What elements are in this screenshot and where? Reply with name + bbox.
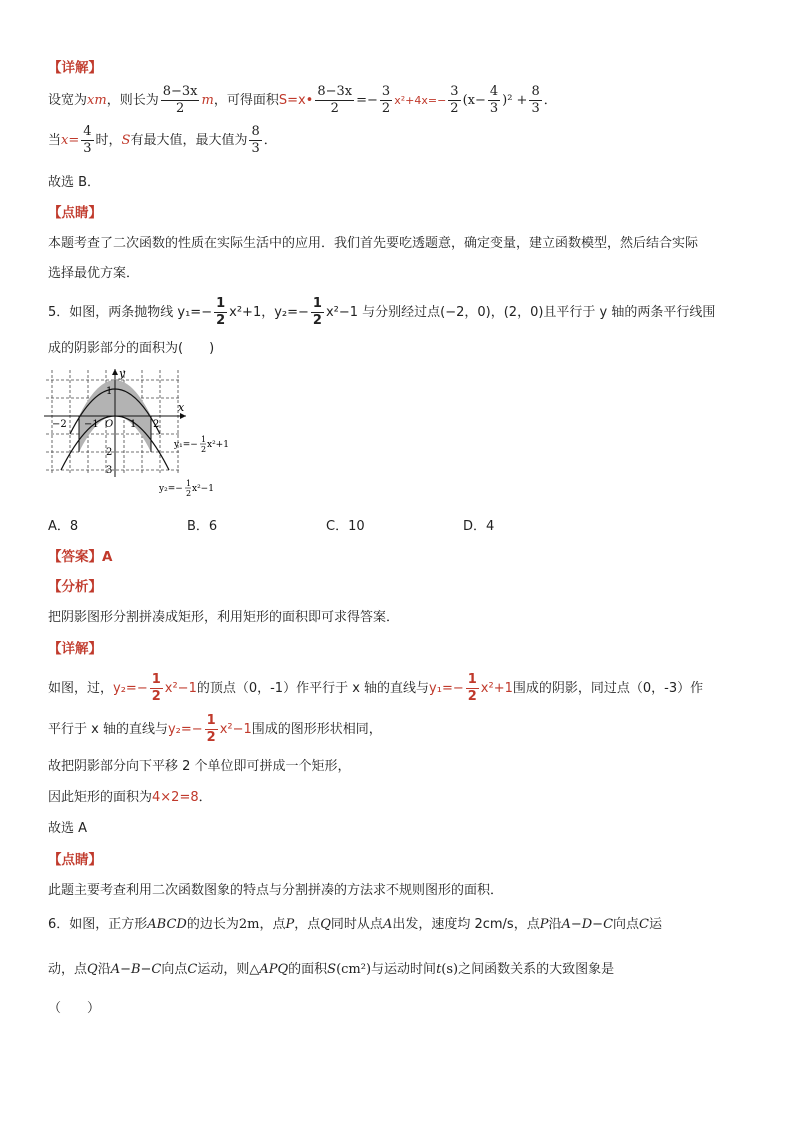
fraction: [529, 84, 541, 117]
q5-detail-line-3: 故把阴影部分向下平移 2 个单位即可拼成一个矩形，: [48, 759, 351, 774]
denominator: 3: [83, 141, 92, 156]
q5-stem-line-2: 成的阴影部分的面积为( ): [48, 341, 215, 356]
q5-analysis-heading: 【分析】: [48, 579, 102, 595]
origin-label: O: [105, 419, 114, 430]
text: x²+1，y₂=−: [229, 305, 309, 320]
text: 6．如图，正方形: [48, 917, 148, 932]
label-y2-num: 1: [186, 479, 192, 488]
var-C: C: [639, 917, 649, 932]
text: 当: [48, 133, 62, 148]
text: ．: [263, 133, 277, 148]
numerator: 8: [251, 124, 260, 139]
func-y1: y₁=−: [429, 681, 464, 696]
fraction: [161, 84, 200, 117]
text: ．: [198, 790, 212, 805]
fraction: [380, 84, 392, 117]
text: 运动，则△: [197, 962, 260, 977]
path-ADC: A−D−C: [561, 917, 614, 932]
q6-stem-line-1: [48, 913, 662, 932]
numerator: 4: [489, 84, 499, 99]
label-y1-den: 2: [201, 445, 207, 454]
fraction: [214, 296, 227, 329]
denominator: 2: [450, 101, 459, 116]
denominator: 2: [330, 101, 339, 116]
denominator: 3: [531, 101, 540, 116]
text: 出发，速度均 2cm/s，点: [392, 917, 540, 932]
q5-detail-line-2: [48, 713, 382, 746]
q6-stem-line-2: [48, 958, 614, 977]
text: 动，点: [48, 962, 88, 977]
area-expression: S=x•: [278, 93, 314, 108]
text: =−: [356, 93, 378, 108]
func-y1-tail: x²+1: [480, 681, 513, 696]
var-x: x=: [61, 133, 80, 148]
text: 有最大值，最大值为: [130, 133, 248, 148]
q5-detail-line-5: 故选 A: [48, 821, 88, 836]
q5-comment-heading: 【点睛】: [48, 852, 102, 868]
q4-detail-heading: 【详解】: [48, 60, 102, 76]
text: 与运动时间: [371, 962, 437, 977]
q4-solution-line-1: [48, 84, 557, 117]
label-y1: [173, 435, 229, 454]
axis-label-y: y: [119, 367, 126, 380]
text: )² +: [502, 93, 528, 108]
path-ABC: A−B−C: [110, 962, 162, 977]
numerator: 1: [151, 672, 161, 687]
fraction: [315, 84, 354, 117]
var-C: C: [187, 962, 198, 977]
fraction: [81, 124, 93, 157]
denominator: 3: [251, 141, 260, 156]
text: ．: [543, 93, 557, 108]
func-y2-tail: x²−1: [219, 722, 252, 737]
unit-cm2: (cm²): [336, 962, 372, 977]
numerator: 1: [312, 296, 322, 311]
numerator: 3: [450, 84, 459, 99]
tick-y-3: 3: [106, 465, 113, 476]
q5-parabola-figure: [40, 365, 230, 500]
var-t: t: [436, 962, 442, 977]
var-APQ: APQ: [259, 962, 289, 977]
label-y1-prefix: y₁=−: [174, 440, 198, 450]
fraction: [205, 713, 218, 746]
var-P: P: [285, 917, 295, 932]
text: 围成的图形形状相同，: [251, 722, 382, 737]
y-axis-arrow: [112, 369, 118, 375]
q4-comment-heading: 【点睛】: [48, 205, 102, 221]
denominator: 2: [216, 313, 226, 328]
text: ，则长为: [106, 93, 159, 108]
numerator: 8: [531, 84, 540, 99]
numerator: 1: [467, 672, 477, 687]
numerator: 8−3x: [162, 84, 198, 99]
text: 设宽为: [48, 93, 88, 108]
numerator: 1: [216, 296, 226, 311]
label-y2-suffix: x²−1: [192, 484, 214, 494]
tick-x-minus2: −2: [52, 419, 67, 430]
denominator: 3: [489, 101, 499, 116]
func-y2: y₂=−: [167, 722, 203, 737]
text: 沿: [97, 962, 111, 977]
text: x²−1 与分别经过点(−2，0)，(2，0)且平行于 y 轴的两条平行线围: [325, 305, 716, 320]
func-y2: y₂=−: [113, 681, 148, 696]
fraction: [488, 84, 500, 117]
tick-y-1: 1: [106, 386, 113, 397]
var-A: A: [382, 917, 393, 932]
q4-solution-line-2: [48, 124, 277, 157]
q5-detail-heading: 【详解】: [48, 641, 102, 657]
fraction: [249, 124, 261, 157]
denominator: 2: [151, 689, 161, 704]
tick-x-1: 1: [130, 419, 137, 430]
q6-stem-line-3: （ ）: [48, 1001, 101, 1016]
q5-analysis: 把阴影图形分割拼凑成矩形，利用矩形的面积即可求得答案．: [48, 610, 400, 625]
fraction: [150, 672, 163, 705]
text: ，点: [294, 917, 321, 932]
text: 之间函数关系的大致图象是: [458, 962, 615, 977]
q5-stem-line-1: [48, 296, 715, 329]
q4-comment-line-1: 本题考查了二次函数的性质在实际生活中的应用．我们首先要吃透题意，确定变量，建立函数模型，然后结合实际: [48, 236, 699, 251]
text: 平行于 x 轴的直线与: [48, 722, 168, 737]
q5-detail-line-1: [48, 672, 703, 705]
text: 的面积: [288, 962, 328, 977]
tick-y-2: 2: [106, 447, 113, 458]
text: 运: [648, 917, 662, 932]
value-2m: 2m: [238, 917, 260, 932]
text: 向点: [613, 917, 640, 932]
text: 向点: [161, 962, 188, 977]
text: 5．如图，两条抛物线 y₁=−: [48, 305, 213, 320]
q5-comment: 此题主要考查利用二次函数图象的特点与分割拼凑的方法求不规则图形的面积．: [48, 883, 504, 898]
text: 围成的阴影，同过点（0，-3）作: [512, 681, 704, 696]
label-y1-num: 1: [201, 435, 207, 444]
var-Q: Q: [320, 917, 331, 932]
denominator: 2: [381, 101, 391, 116]
denominator: 2: [467, 689, 477, 704]
text: (x−: [462, 93, 486, 108]
numerator: 3: [381, 84, 391, 99]
tick-x-minus1: −1: [84, 419, 99, 430]
var-P: P: [539, 917, 549, 932]
q5-option-a: A．8: [48, 519, 79, 534]
func-y2-tail: x²−1: [164, 681, 197, 696]
q4-answer: 故选 B．: [48, 175, 101, 190]
text: x²+4x=−: [394, 94, 447, 107]
numerator: 4: [83, 124, 92, 139]
denominator: 2: [175, 101, 185, 116]
q5-answer-heading: 【答案】A: [48, 549, 113, 565]
fraction: [466, 672, 479, 705]
label-y2-prefix: y₂=−: [159, 484, 183, 494]
label-y2: [158, 479, 214, 498]
q5-detail-line-4: [48, 786, 212, 805]
text: ，可得面积: [213, 93, 279, 108]
var-S: S: [327, 962, 337, 977]
tick-x-2: 2: [153, 419, 160, 430]
label-y1-suffix: x²+1: [207, 440, 229, 450]
label-y2-den: 2: [186, 489, 192, 498]
unit-m: m: [201, 93, 214, 108]
text: 如图，过，: [48, 681, 114, 696]
numerator: 8−3x: [317, 84, 353, 99]
fraction: [311, 296, 324, 329]
text: 的边长为: [186, 917, 239, 932]
denominator: 2: [312, 313, 322, 328]
var-ABCD: ABCD: [147, 917, 187, 932]
text: 沿: [548, 917, 562, 932]
text: 因此矩形的面积为: [48, 790, 153, 805]
q4-comment-line-2: 选择最优方案．: [48, 266, 140, 281]
numerator: 1: [206, 713, 216, 728]
unit-s: (s): [441, 962, 459, 977]
var-xm: xm: [87, 93, 107, 108]
q5-option-c: C．10: [326, 519, 365, 534]
var-S: S: [121, 133, 131, 148]
denominator: 2: [206, 730, 216, 745]
q5-option-b: B．6: [187, 519, 218, 534]
text: 同时从点: [330, 917, 383, 932]
text: 的顶点（0，-1）作平行于 x 轴的直线与: [196, 681, 430, 696]
q5-option-d: D．4: [463, 519, 495, 534]
area-result: 4×2=8: [152, 790, 199, 805]
text: 时，: [95, 133, 122, 148]
axis-label-x: x: [178, 401, 185, 414]
fraction: [448, 84, 460, 117]
text: ，点: [259, 917, 286, 932]
var-Q: Q: [87, 962, 98, 977]
